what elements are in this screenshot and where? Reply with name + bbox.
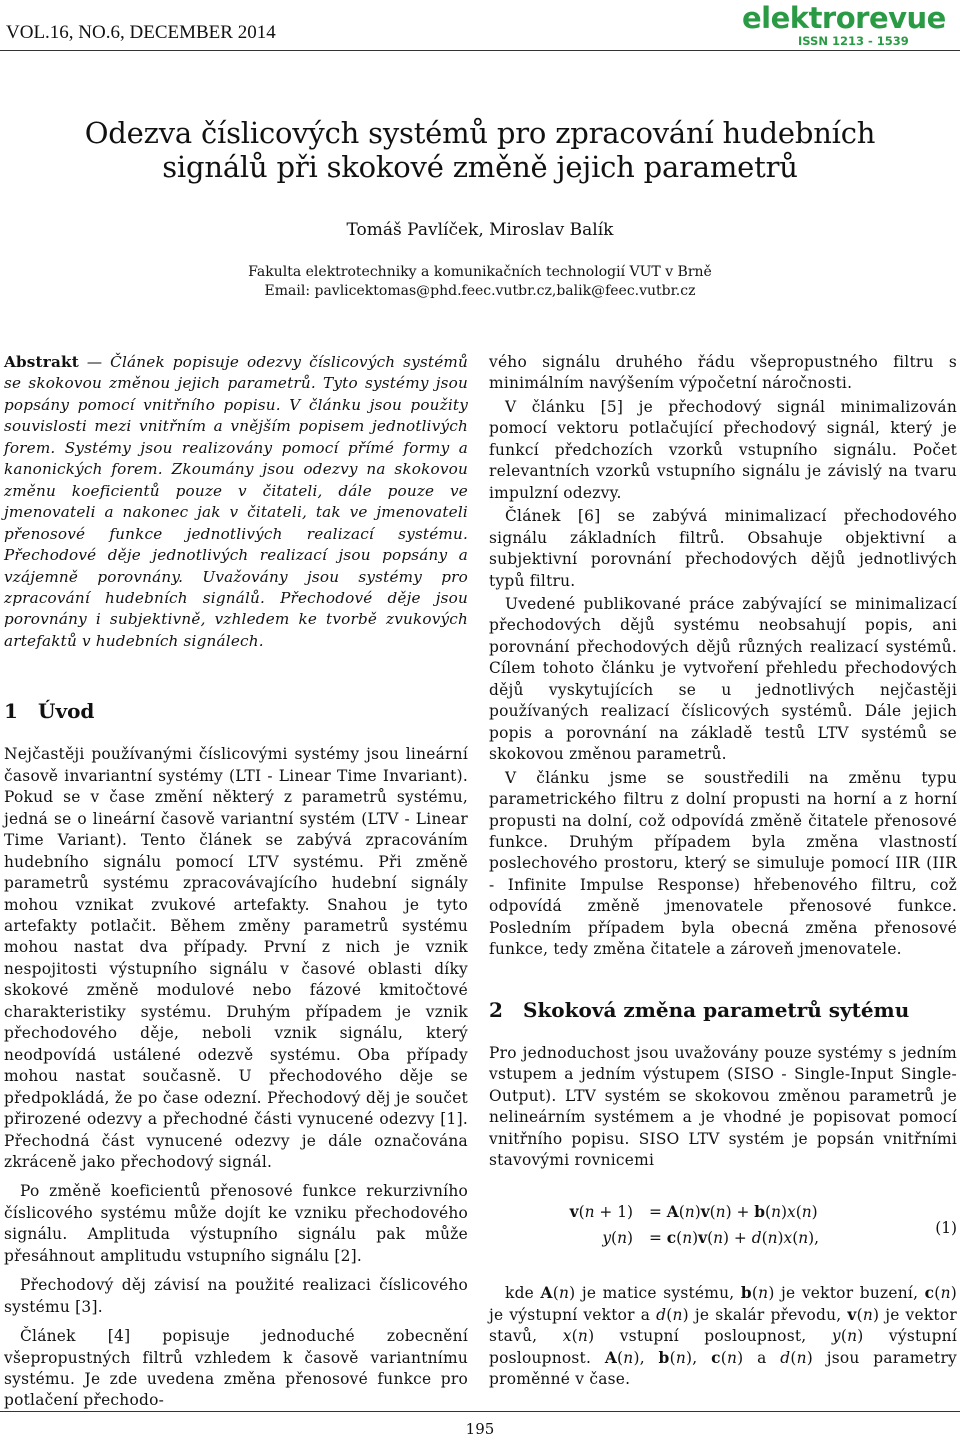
abstract <box>4 352 468 652</box>
svg-text:elektrorevue: elektrorevue <box>742 2 946 35</box>
paragraph: vého signálu druhého řádu všepropustného filtru s minimálním navýšením výpočetní náročnosti. <box>489 353 957 393</box>
footer-rule <box>0 1411 960 1412</box>
right-column <box>489 352 957 1391</box>
section-title: Úvod <box>38 699 95 724</box>
equation-number: (1) <box>935 1219 957 1238</box>
paragraph: kde A(n) je matice systému, b(n) je vektor buzení, c(n) je výstupní vektor a d(n) je skalár převodu, v(n) je vektor stavů, x(n) vstupní posloupnost, y(n) výstupní posloupnost. A(n), b(n), c(n) a d(n) jsou parametry proměnné v čase. <box>489 1284 958 1389</box>
paragraph: Článek [6] se zabývá minimalizací přechodového signálu základních filtrů. Obsahuje objektivní a subjektivní porovnání přechodových dějů jednotlivých typů filtru. <box>489 507 957 590</box>
paragraph: Článek [4] popisuje jednoduché zobecnění všepropustných filtrů vzhledem k časově variantnímu systému. Je zde uvedena změna přenosové funkce pro potlačení přechodo- <box>4 1327 468 1410</box>
section-heading-1 <box>4 698 468 724</box>
paper-title <box>40 116 920 184</box>
journal-volume: VOL.16, NO.6, DECEMBER 2014 <box>6 22 276 43</box>
paragraph: Uvedené publikované práce zabývající se minimalizací přechodových dějů systému neobsahují popis, ani porovnání přechodových dějů různých realizací systémů. Cílem tohoto článku je vytvoření přehledu přechodových dějů vyskytujících se u jednotlivých nejčastěji používaných realizací číslicových systémů. Dále jejich popis a porovnání na základě testů LTV systémů se skokovou změnou parametrů. <box>489 594 957 764</box>
equation-rhs-1: = A(n)v(n) + b(n)x(n) <box>649 1203 818 1222</box>
paragraph: Přechodový děj závisí na použité realizaci číslicového systému [3]. <box>4 1276 468 1316</box>
left-column <box>4 352 468 1412</box>
section-heading-2 <box>489 997 957 1023</box>
section-title: Skoková změna parametrů sytému <box>523 997 910 1022</box>
paragraph: V článku jsme se soustředili na změnu typu parametrického filtru z dolní propusti na horní a z horní propusti na dolní, což odpovídá změně čitatele přenosové funkce. Druhým případem byla změna vlastností poslechového prostoru, který se simuluje pomocí IIR (IIR - Infinite Impulse Response) hřebenového filtru, což odpovídá změně jmenovatele přenosové funkce. Posledním případem byla obecná změna přenosové funkce, tedy změna čitatele a zároveň jmenovatele. <box>489 768 957 959</box>
section-number: 2 <box>489 997 503 1022</box>
authors: Tomáš Pavlíček, Miroslav Balík <box>346 220 614 240</box>
affiliation-block <box>0 263 960 301</box>
page-number: 195 <box>465 1420 495 1438</box>
title-line-2: signálů při skokové změně jejich parametrů <box>162 150 798 184</box>
equation-1 <box>489 1193 957 1267</box>
paragraph: Pro jednoduchost jsou uvažovány pouze systémy s jedním vstupem a jedním výstupem (SISO - Single-Input Single-Output). LTV systém se skokovou změnou parametrů je nelineárním systémem a je vhodné je popisovat pomocí vnitřního popisu. SISO LTV systém je popsán vnitřními stavovými rovnicemi <box>489 1043 957 1169</box>
paragraph: Po změně koeficientů přenosové funkce rekurzivního číslicového systému může dojít ke vzniku přechodového signálu. Amplituda výstupního signálu pak může přesáhnout amplitudu vstupního signálu [2]. <box>4 1182 468 1265</box>
abstract-label: Abstrakt <box>4 353 79 371</box>
title-line-1: Odezva číslicových systémů pro zpracování hudebních <box>84 116 876 150</box>
equation-rhs-2: = c(n)v(n) + d(n)x(n), <box>649 1229 820 1248</box>
affiliation: Fakulta elektrotechniky a komunikačních technologií VUT v Brně <box>248 264 712 280</box>
issn-label: ISSN 1213 - 1539 <box>798 34 909 48</box>
abstract-dash: — <box>86 353 103 371</box>
equation-lhs-2: y(n) <box>602 1229 633 1248</box>
abstract-text: Článek popisuje odezvy číslicových systémů se skokovou změnou jejich parametrů. Tyto systémy jsou popsány pomocí vnitřního popisu. V článku jsou použity souvislosti mezi vnitřním a vnějším popisem jednotlivých forem. Systémy jsou realizovány pomocí přímé formy a kanonických forem. Zkoumány jsou odezvy na skokovou změnu koeficientů pouze v čitateli, dále pouze ve jmenovateli a nakonec jak v čitateli, tak ve jmenovateli přenosové funkce jednotlivých realizací systému. Přechodové děje jednotlivých realizací jsou popsány a vzájemně porovnány. Uvažovány jsou systémy pro zpracování hudebních signálů. Přechodové děje jsou porovnány i subjektivně, vzhledem ke tvorbě zvukových artefaktů v hudebních signálech. <box>4 353 469 650</box>
journal-logo <box>738 2 960 50</box>
section-number: 1 <box>4 699 18 724</box>
email: Email: pavlicektomas@phd.feec.vutbr.cz,balik@feec.vutbr.cz <box>264 283 696 299</box>
paragraph: V článku [5] je přechodový signál minimalizován pomocí vektoru potlačující přechodový signál, který je funkcí předchozích vzorků vstupního signálu. Počet relevantních vzorků vstupního signálu je závislý na tvaru impulzní odezvy. <box>489 397 957 502</box>
header-rule <box>0 50 960 51</box>
equation-lhs-1: v(n + 1) <box>569 1203 633 1222</box>
paragraph: Nejčastěji používanými číslicovými systémy jsou lineární časově invariantní systémy (LTI - Linear Time Invariant). Pokud se v čase změní některý z parametrů systému, jedná se o lineární časově variantní systém (LTV - Linear Time Variant). Tento článek se zabývá zpracováním hudebního signálu pomocí LTV systému. Při změně parametrů systému zpracovávajícího hudební signály mohou vznikat zvukové artefakty. Snahou je tyto artefakty potlačit. Během změny parametrů systému mohou nastat dva případy. První z nich je vznik nespojitosti výstupního signálu v časové oblasti díky skokové změně modulové nebo fázové kmitočtové charakteristiky systému. Druhým případem je vznik přechodového děje, neboli vznik signálu, který neodpovídá ustálené odezvě systému. Oba případy mohou nastat současně. U přechodového děje se předpokládá, že po čase odezní. Přechodový děj je součet přirozené odezvy a přechodné části vynucené odezvy [1]. Přechodná část vynucené odezvy je dále označována zkráceně jako přechodový signál. <box>4 745 468 1171</box>
